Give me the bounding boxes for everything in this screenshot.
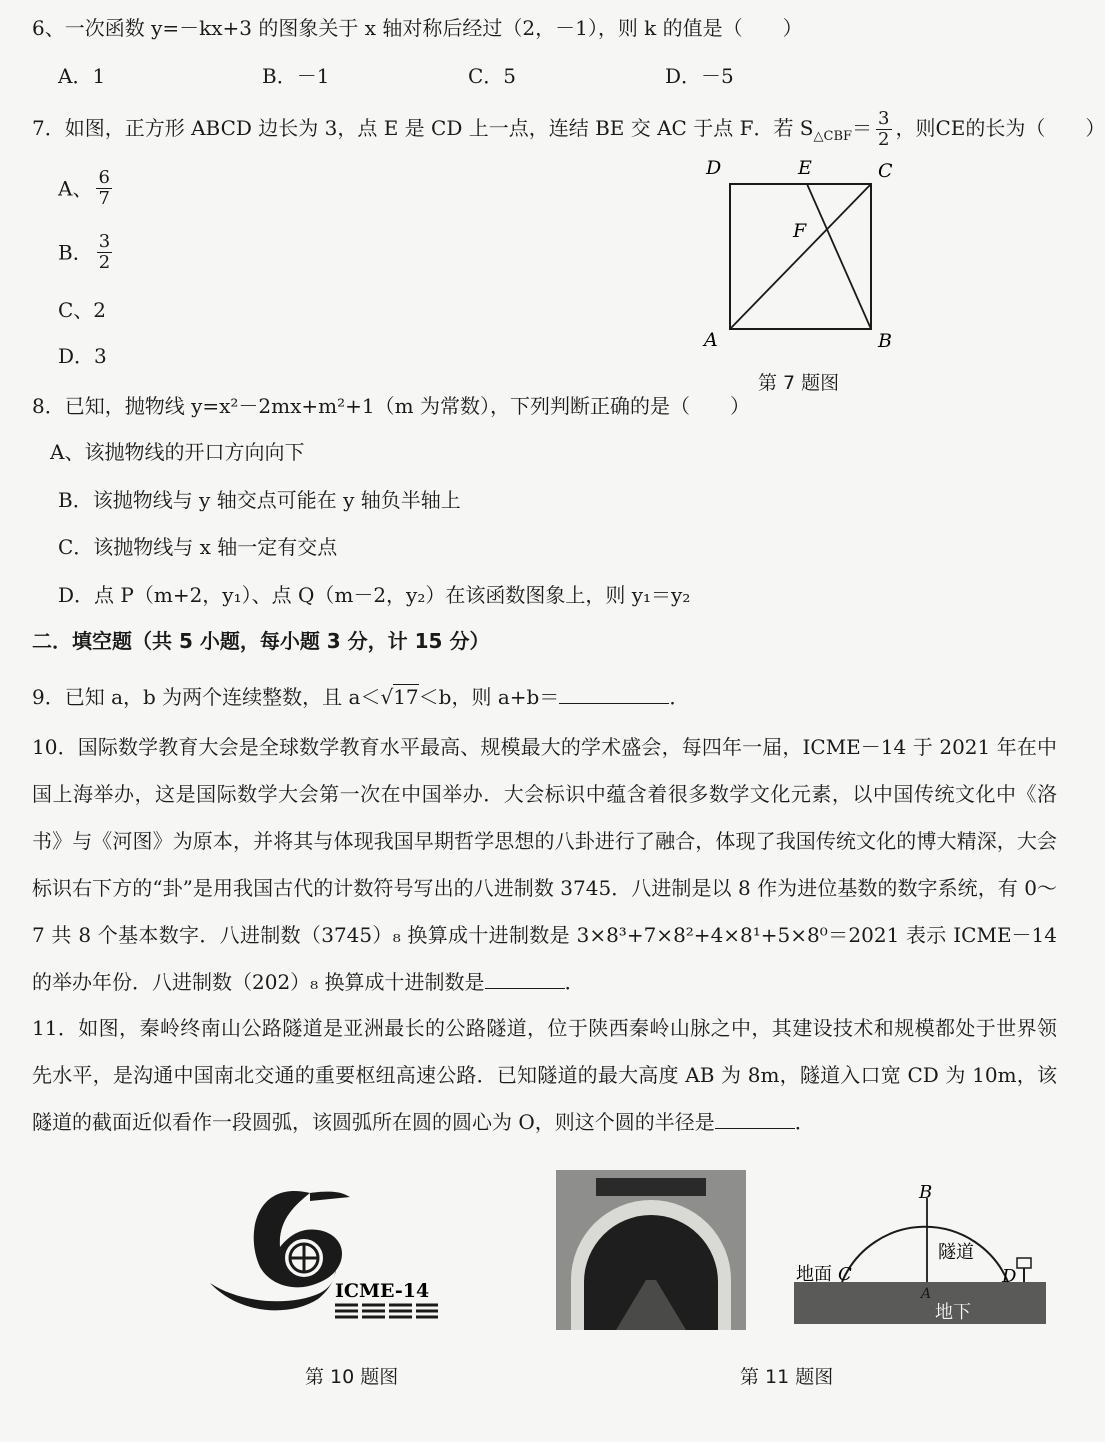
q8-option-c: C．该抛物线与 x 轴一定有交点: [58, 535, 338, 559]
q7-label-d: D: [706, 157, 722, 179]
q7-option-a-den: 7: [98, 188, 110, 209]
q10-logo-top-bar: [310, 1192, 350, 1201]
q6-stem: 6、一次函数 y=－kx+3 的图象关于 x 轴对称后经过（2，－1），则 k 的值是（ ）: [32, 16, 803, 40]
q6-option-c: C．5: [468, 64, 517, 88]
q7-diagonal-ac: [730, 184, 871, 329]
q7-option-a: [58, 168, 116, 209]
q10-logo-figure: [200, 1175, 450, 1325]
q7-stem-subscript: △CBF: [813, 129, 853, 144]
q10-answer-blank[interactable]: [485, 970, 565, 989]
q9-stem-part-b: ＜b，则 a+b＝: [418, 685, 560, 709]
q11-arc: [842, 1227, 1008, 1282]
q10-logo-gua: [335, 1305, 438, 1317]
q7-figure: [690, 152, 920, 362]
q6-option-d: D．－5: [665, 64, 734, 88]
q7-stem-part-a: 7．如图，正方形 ABCD 边长为 3，点 E 是 CD 上一点，连结 BE 交 AC 于点 F．若 S: [32, 116, 814, 140]
q7-option-b-label: B．: [58, 240, 93, 265]
q7-segment-be: [807, 184, 871, 329]
q8-option-a: A、该抛物线的开口方向向下: [50, 440, 305, 464]
q11-label-underground: 地下: [935, 1302, 971, 1323]
q7-label-f: F: [793, 220, 807, 242]
q11-label-ground: 地面: [796, 1264, 832, 1285]
q7-option-b: [58, 232, 116, 273]
q7-option-a-fraction: [96, 168, 111, 209]
q8-option-b: B．该抛物线与 y 轴交点可能在 y 轴负半轴上: [58, 488, 461, 512]
q11-label-b: B: [919, 1182, 933, 1203]
q11-end: ．: [794, 1110, 815, 1134]
q7-option-b-num: 3: [98, 231, 111, 252]
q10-body: 10．国际数学教育大会是全球数学教育水平最高、规模最大的学术盛会，每四年一届，ICME－14 于 2021 年在中国上海举办，这是国际数学大会第一次在中国举办．大会标识中蕴含着很多数学文化元素，以中国传统文化中《洛书》与《河图》为原本，并将其与体现我国早期哲学思想的八卦进行了融合，体现了我国传统文化的博大精深，大会标识右下方的“卦”是用我国古代的计数符号写出的八进制数 3745．八进制是以 8 作为进位基数的数字系统，有 0～7 共 8 个基本数字．八进制数（3745）₈ 换算成十进制数是 3×8³+7×8²+4×8¹+5×8⁰＝2021 表示 ICME－14 的举办年份．八进制数（202）₈ 换算成十进制数是: [32, 735, 1057, 994]
q11-tunnel-diagram: [790, 1180, 1050, 1330]
q7-stem: [32, 106, 1105, 159]
q11-label-tunnel: 隧道: [938, 1242, 974, 1263]
q10-logo-text: ICME-14: [335, 1280, 430, 1302]
q11-label-d: D: [1002, 1266, 1017, 1287]
q11-body: 11．如图，秦岭终南山公路隧道是亚洲最长的公路隧道，位于陕西秦岭山脉之中，其建设技术和规模都处于世界领先水平，是沟通中国南北交通的重要枢纽高速公路．已知隧道的最大高度 AB 为 8m，隧道入口宽 CD 为 10m，该隧道的截面近似看作一段圆弧，该圆弧所在圆的圆心为 O，则这个圆的半径是: [32, 1016, 1057, 1134]
q8-option-d: D．点 P（m+2，y₁）、点 Q（m－2，y₂）在该函数图象上，则 y₁＝y₂: [58, 583, 691, 607]
q11-photo-sign: [596, 1178, 706, 1196]
q11-label-c: C: [838, 1264, 852, 1285]
q7-figure-caption: 第 7 题图: [758, 372, 840, 394]
q7-stem-frac-num: 3: [878, 108, 890, 129]
q7-stem-frac-den: 2: [878, 129, 890, 150]
q11-label-a: A: [921, 1286, 932, 1302]
q7-stem-part-b: ，则CE的长为（ ）: [895, 116, 1105, 140]
q7-label-a: A: [704, 329, 718, 351]
q10-figure-caption: 第 10 题图: [305, 1366, 399, 1388]
q10-text: [32, 724, 1057, 1006]
q9-stem-part-a: 9．已知 a，b 为两个连续整数，且 a＜: [32, 685, 381, 709]
q7-option-d: D．3: [58, 344, 107, 368]
q7-stem-fraction: [876, 109, 891, 150]
section-2-title: 二．填空题（共 5 小题，每小题 3 分，计 15 分）: [32, 629, 490, 653]
q6-option-a: A．1: [58, 64, 106, 88]
q11-figure-caption: 第 11 题图: [740, 1366, 834, 1388]
q9-stem-end: ．: [669, 685, 690, 709]
q9-sqrt-value: 17: [393, 685, 419, 709]
q9-stem: [32, 683, 689, 711]
q7-option-a-label: A、: [58, 176, 93, 201]
q11-ground-block: [794, 1282, 1046, 1324]
q8-stem: 8．已知，抛物线 y=x²－2mx+m²+1（m 为常数），下列判断正确的是（ ）: [32, 394, 750, 418]
q7-label-c: C: [878, 160, 893, 182]
q9-sqrt-sign: √: [380, 685, 394, 709]
q10-end: ．: [564, 970, 585, 994]
q7-option-b-fraction: [97, 232, 112, 273]
q9-answer-blank[interactable]: [559, 685, 669, 704]
q11-tunnel-photo: [556, 1170, 746, 1330]
q7-option-c: C、2: [58, 298, 107, 322]
q7-label-b: B: [878, 330, 892, 352]
q11-answer-blank[interactable]: [715, 1110, 795, 1129]
q11-text: [32, 1005, 1057, 1146]
q7-stem-eq: ＝: [852, 116, 873, 140]
q7-option-b-den: 2: [98, 252, 111, 273]
q11-sign-board: [1017, 1258, 1031, 1268]
q7-option-a-num: 6: [98, 167, 110, 188]
q6-option-b: B．－1: [262, 64, 330, 88]
q7-label-e: E: [798, 157, 812, 179]
